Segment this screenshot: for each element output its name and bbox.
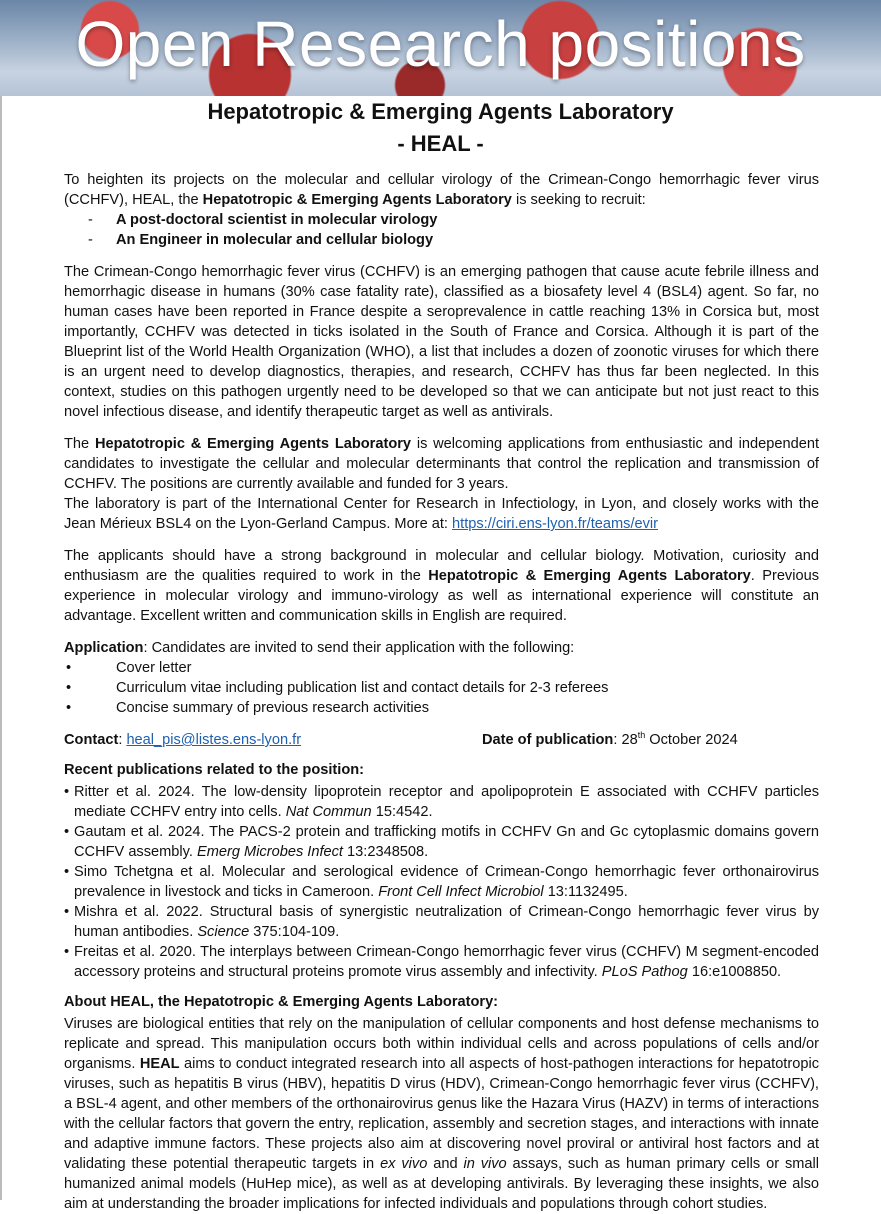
list-item: • Ritter et al. 2024. The low-density lipoprotein receptor and apolipoprotein E associated with CCHFV particles mediate CCHFV entry into cells. Nat Commun 15:4542. — [64, 784, 819, 820]
list-item: • Cover letter — [66, 660, 192, 676]
applicants-paragraph: The applicants should have a strong background in molecular and cellular biology. Motivation, curiosity and enthusiasm are the qualities required to work in the Hepatotropic & Emerging Agents Laboratory. Previous experience in molecular virology and immuno-virology as well as international experience will constitute an advantage. Excellent written and communication skills in English are required. — [64, 548, 820, 624]
intro-paragraph: To heighten its projects on the molecular and cellular virology of the Crimean-Congo hemorrhagic fever virus (CCHFV), HEAL, the Hepatotropic & Emerging Agents Laboratory is seeking to recruit: — [64, 172, 819, 208]
lab-name: Hepatotropic & Emerging Agents Laboratory — [428, 568, 751, 584]
contact-row: Contact: heal_pis@listes.ens-lyon.fr Date of publication: 28th October 2024 — [64, 730, 738, 748]
list-item: • Gautam et al. 2024. The PACS-2 protein and trafficking motifs in CCHFV Gn and Gc cytoplasmic domains govern CCHFV assembly. Emerg Microbes Infect 13:2348508. — [64, 824, 819, 860]
positions-list — [64, 210, 819, 250]
publication-date: Date of publication: 28th October 2024 — [482, 730, 738, 748]
publications-list — [64, 782, 819, 982]
about-paragraph: Viruses are biological entities that rely on the manipulation of cellular components and host defense mechanisms to replicate and spread. This manipulation occurs both within individual cells and across populations of cells and/or organisms. HEAL aims to conduct integrated research into all aspects of host-pathogen interactions for hepatotropic viruses, such as hepatitis B virus (HBV), hepatitis D virus (HDV), Crimean-Congo hemorrhagic fever virus (CCHFV), a BSL-4 agent, and other members of the orthonairovirus genus like the Hazara Virus (HAZV) in terms of interactions with the cellular factors that govern the entry, replication, assembly and secretion stages, and interactions with innate and adaptive immune factors. These projects also aim at discovering novel proviral or antiviral host factors and at validating these potential therapeutic targets in ex vivo and in vivo assays, such as human primary cells or small humanized animal models (HuHep mice), as well as at developing antivirals. By leveraging these insights, we also aim at understanding the broader implications for infected individuals and populations through cohort studies. — [64, 1016, 819, 1212]
application-paragraph: Application: Candidates are invited to send their application with the following: — [64, 640, 575, 656]
list-item: • Simo Tchetgna et al. Molecular and serological evidence of Crimean-Congo hemorrhagic fever orthonairovirus prevalence in livestock and ticks in Cameroon. Front Cell Infect Microbiol 13:1132495. — [64, 864, 819, 900]
header-banner — [0, 0, 881, 96]
banner-title: Open Research positions — [75, 8, 806, 80]
lab-name: Hepatotropic & Emerging Agents Laboratory — [94, 436, 412, 452]
lab-title: Hepatotropic & Emerging Agents Laboratory — [207, 99, 674, 124]
welcome-paragraph: The Hepatotropic & Emerging Agents Laboratory is welcoming applications from enthusiastic and independent candidates to investigate the cellular and molecular determinants that control the replication and transmission of CCHFV. The positions are currently available and funded for 3 years. The laboratory is part of the International Center for Research in Infectiology, in Lyon, and closely works with the Jean Mérieux BSL4 on the Lyon-Gerland Campus. More at: https://ciri.ens-lyon.fr/teams/evir — [64, 436, 819, 532]
contact-email-link[interactable]: heal_pis@listes.ens-lyon.fr — [126, 732, 302, 748]
cchfv-paragraph: The Crimean-Congo hemorrhagic fever virus (CCHFV) is an emerging pathogen that cause acute febrile illness and hemorrhagic disease in humans (30% case fatality rate), classified as a biosafety level 4 (BSL4) agent. So far, no human cases have been reported in France despite a seroprevalence in cattle reaching 13% in Corsica but, most importantly, CCHFV was detected in ticks isolated in the South of France and Corsica. Although it is part of the Blueprint list of the World Health Organization (WHO), a list that includes a dozen of zoonotic viruses for which there is an urgent need to develop diagnostics, therapies, and research, CCHFV has thus far been neglected. In this context, studies on this pathogen urgently need to be developed so that we can anticipate but not just react to this novel infectious disease, and identify therapeutic target as well as antivirals. — [64, 264, 819, 420]
page-edge — [0, 0, 2, 1200]
lab-subtitle: - HEAL - — [397, 131, 484, 156]
lab-name: Hepatotropic & Emerging Agents Laboratory — [202, 192, 512, 208]
team-website-link[interactable]: https://ciri.ens-lyon.fr/teams/evir — [452, 516, 659, 532]
list-item: • Concise summary of previous research activities — [66, 700, 430, 716]
list-item: - A post-doctoral scientist in molecular virology — [88, 212, 438, 228]
application-list — [64, 658, 819, 718]
list-item: • Curriculum vitae including publication list and contact details for 2-3 referees — [66, 680, 609, 696]
publications-heading: Recent publications related to the position: — [64, 762, 365, 778]
list-item: • Mishra et al. 2022. Structural basis of synergistic neutralization of Crimean-Congo hemorrhagic fever virus by human antibodies. Science 375:104-109. — [64, 904, 819, 940]
document-body — [64, 170, 819, 1214]
list-item: - An Engineer in molecular and cellular biology — [88, 232, 434, 248]
list-item: • Freitas et al. 2020. The interplays between Crimean-Congo hemorrhagic fever virus (CCHFV) M segment-encoded accessory proteins and structural proteins promote virus assembly and infectivity. PLoS Pathog 16:e1008850. — [64, 944, 819, 980]
about-heading: About HEAL, the Hepatotropic & Emerging Agents Laboratory: — [64, 994, 499, 1010]
